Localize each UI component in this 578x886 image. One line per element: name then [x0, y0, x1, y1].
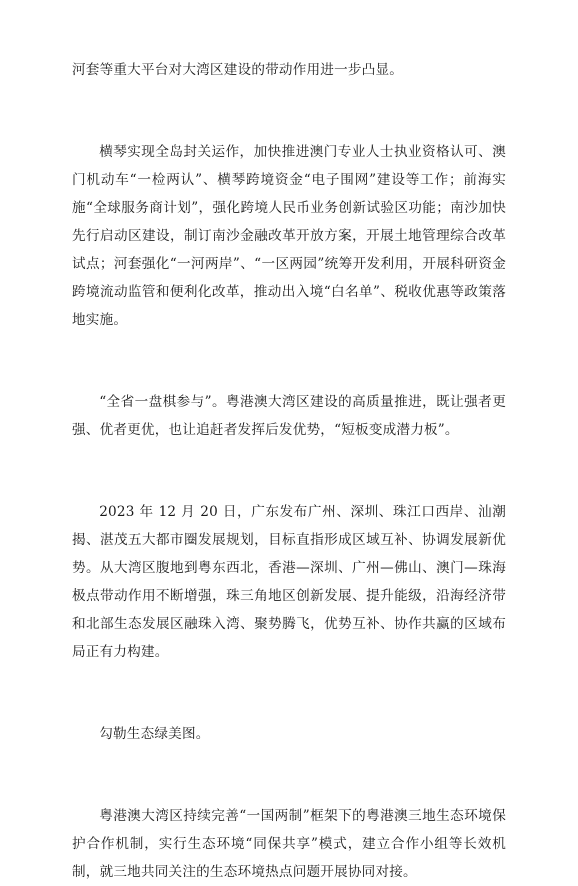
paragraph-whole-province: “全省一盘棋参与”。粤港澳大湾区建设的高质量推进，既让强者更强、优者更优，也让追赶者发挥后发优势，“短板变成潜力板”。: [72, 394, 506, 438]
paragraph-ecology-cooperation: 粤港澳大湾区持续完善“一国两制”框架下的粤港澳三地生态环境保护合作机制，实行生态环境“同保共享”模式，建立合作小组等长效机制，就三地共同关注的生态环境热点问题开展协同对接。: [72, 808, 506, 880]
paragraph-ecology-heading: 勾勒生态绿美图。: [99, 726, 210, 742]
paragraph-hengqin-qianhai-nansha-hetao: 横琴实现全岛封关运作，加快推进澳门专业人士执业资格认可、澳门机动车“一检两认”、横琴跨境资金“电子围网”建设等工作；前海实施“全球服务商计划”，强化跨境人民币业务创新试验区功能；南沙加快先行启动区建设，制订南沙金融改革开放方案，开展土地管理综合改革试点；河套强化“一河两岸”、“一区两园”统筹开发利用，开展科研资金跨境流动监管和便利化改革，推动出入境“白名单”、税收优惠等政策落地实施。: [72, 144, 506, 328]
paragraph-metropolitan-plans: 2023 年 12 月 20 日，广东发布广州、深圳、珠江口西岸、汕潮揭、湛茂五大都市圈发展规划，目标直指形成区域互补、协调发展新优势。从大湾区腹地到粤东西北，香港—深圳、广州—佛山、澳门—珠海极点带动作用不断增强，珠三角地区创新发展、提升能级，沿海经济带和北部生态发展区融珠入湾、聚势腾飞，优势互补、协作共赢的区域布局正有力构建。: [72, 504, 506, 660]
paragraph-continuation: 河套等重大平台对大湾区建设的带动作用进一步凸显。: [72, 62, 404, 78]
